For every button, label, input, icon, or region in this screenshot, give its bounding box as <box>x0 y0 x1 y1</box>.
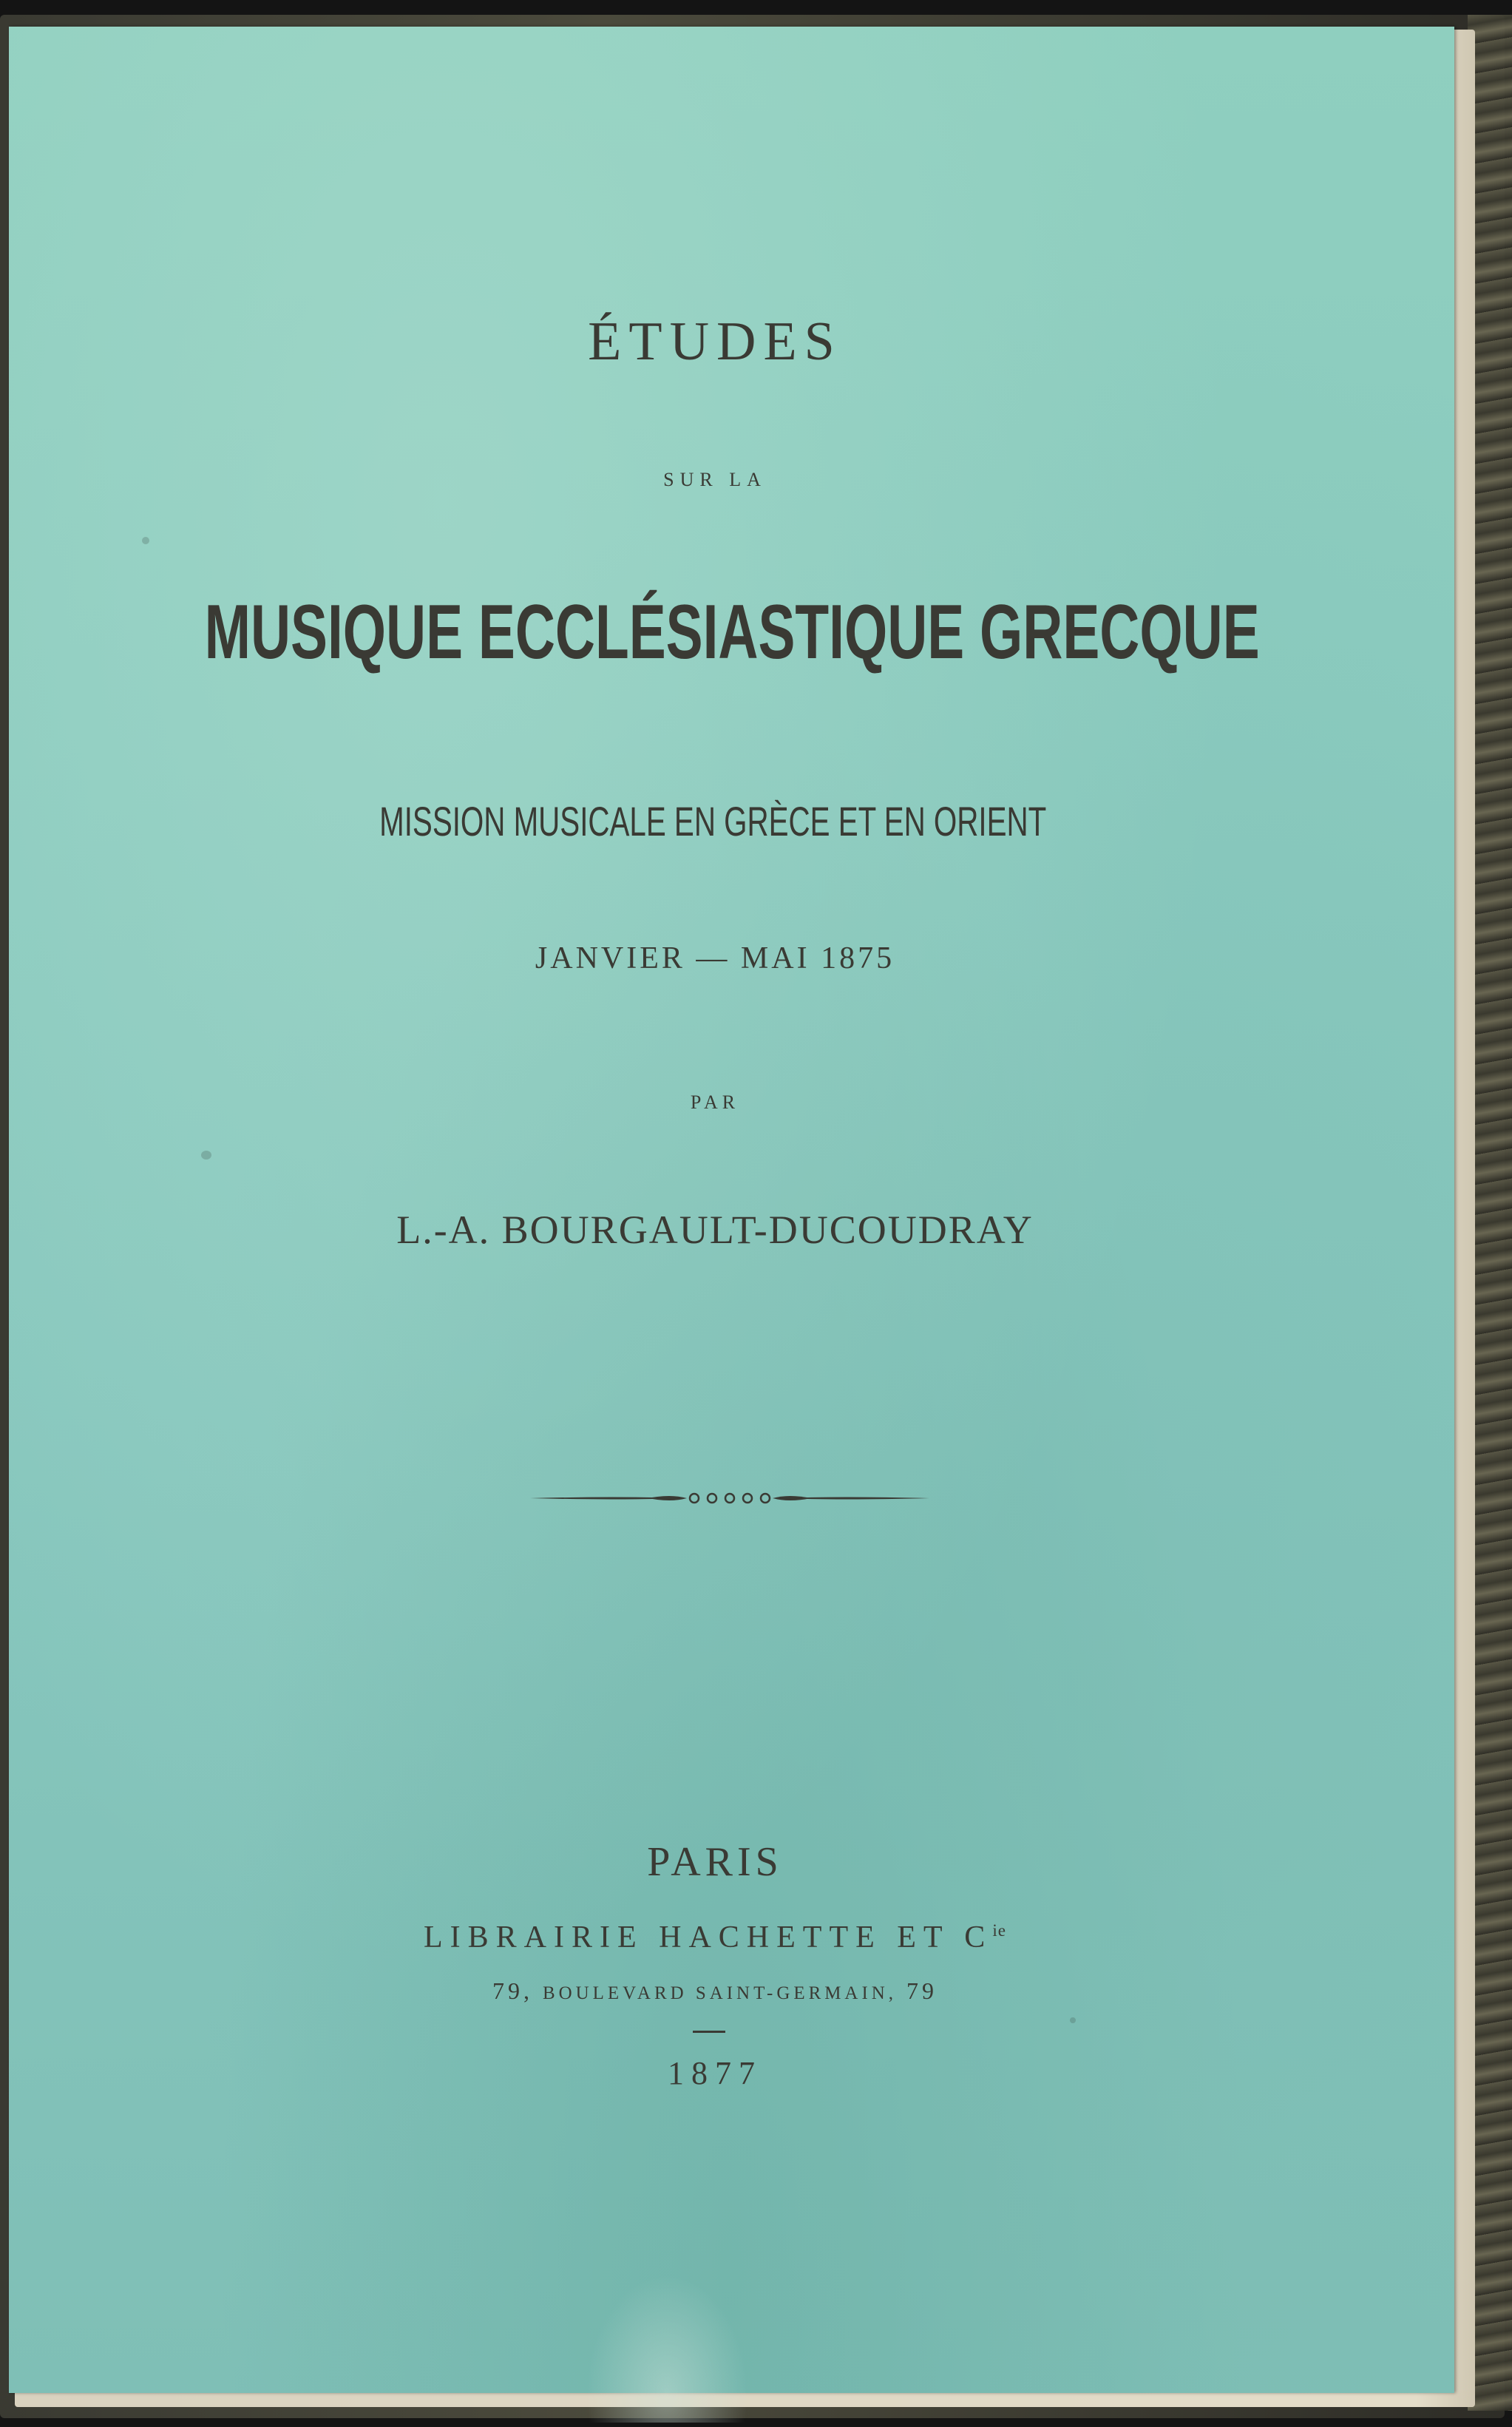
publication-city: PARIS <box>647 1839 783 1885</box>
mission-dates: JANVIER — MAI 1875 <box>535 941 895 975</box>
paper-stain <box>1070 2017 1076 2023</box>
main-title: MUSIQUE ECCLÉSIASTIQUE GRECQUE <box>204 589 1260 675</box>
title-sur-la: SUR LA <box>663 469 767 490</box>
paper-stain <box>201 1151 211 1160</box>
publisher-line <box>9 1920 1421 1955</box>
paper-stain <box>142 537 149 544</box>
title-etudes: ÉTUDES <box>588 311 842 372</box>
publisher-address <box>9 1977 1421 2005</box>
address-number-left: 79, <box>492 1977 533 2004</box>
address-number-right: 79 <box>906 1977 938 2004</box>
author-name: L.-A. BOURGAULT-DUCOUDRAY <box>396 1208 1034 1252</box>
by-label: PAR <box>690 1091 740 1113</box>
address-street: BOULEVARD SAINT-GERMAIN, <box>542 1983 898 2003</box>
decorative-rule-ornament-icon <box>530 1487 929 1509</box>
cover-page <box>9 27 1454 2393</box>
publisher-superscript: ie <box>992 1920 1006 1940</box>
subtitle: MISSION MUSICALE EN GRÈCE ET EN ORIENT <box>379 798 1047 844</box>
publisher-name: LIBRAIRIE HACHETTE ET C <box>423 1920 993 1954</box>
short-rule-divider <box>693 2031 725 2033</box>
paper-wear <box>586 2275 748 2423</box>
publication-year: 1877 <box>668 2055 762 2091</box>
